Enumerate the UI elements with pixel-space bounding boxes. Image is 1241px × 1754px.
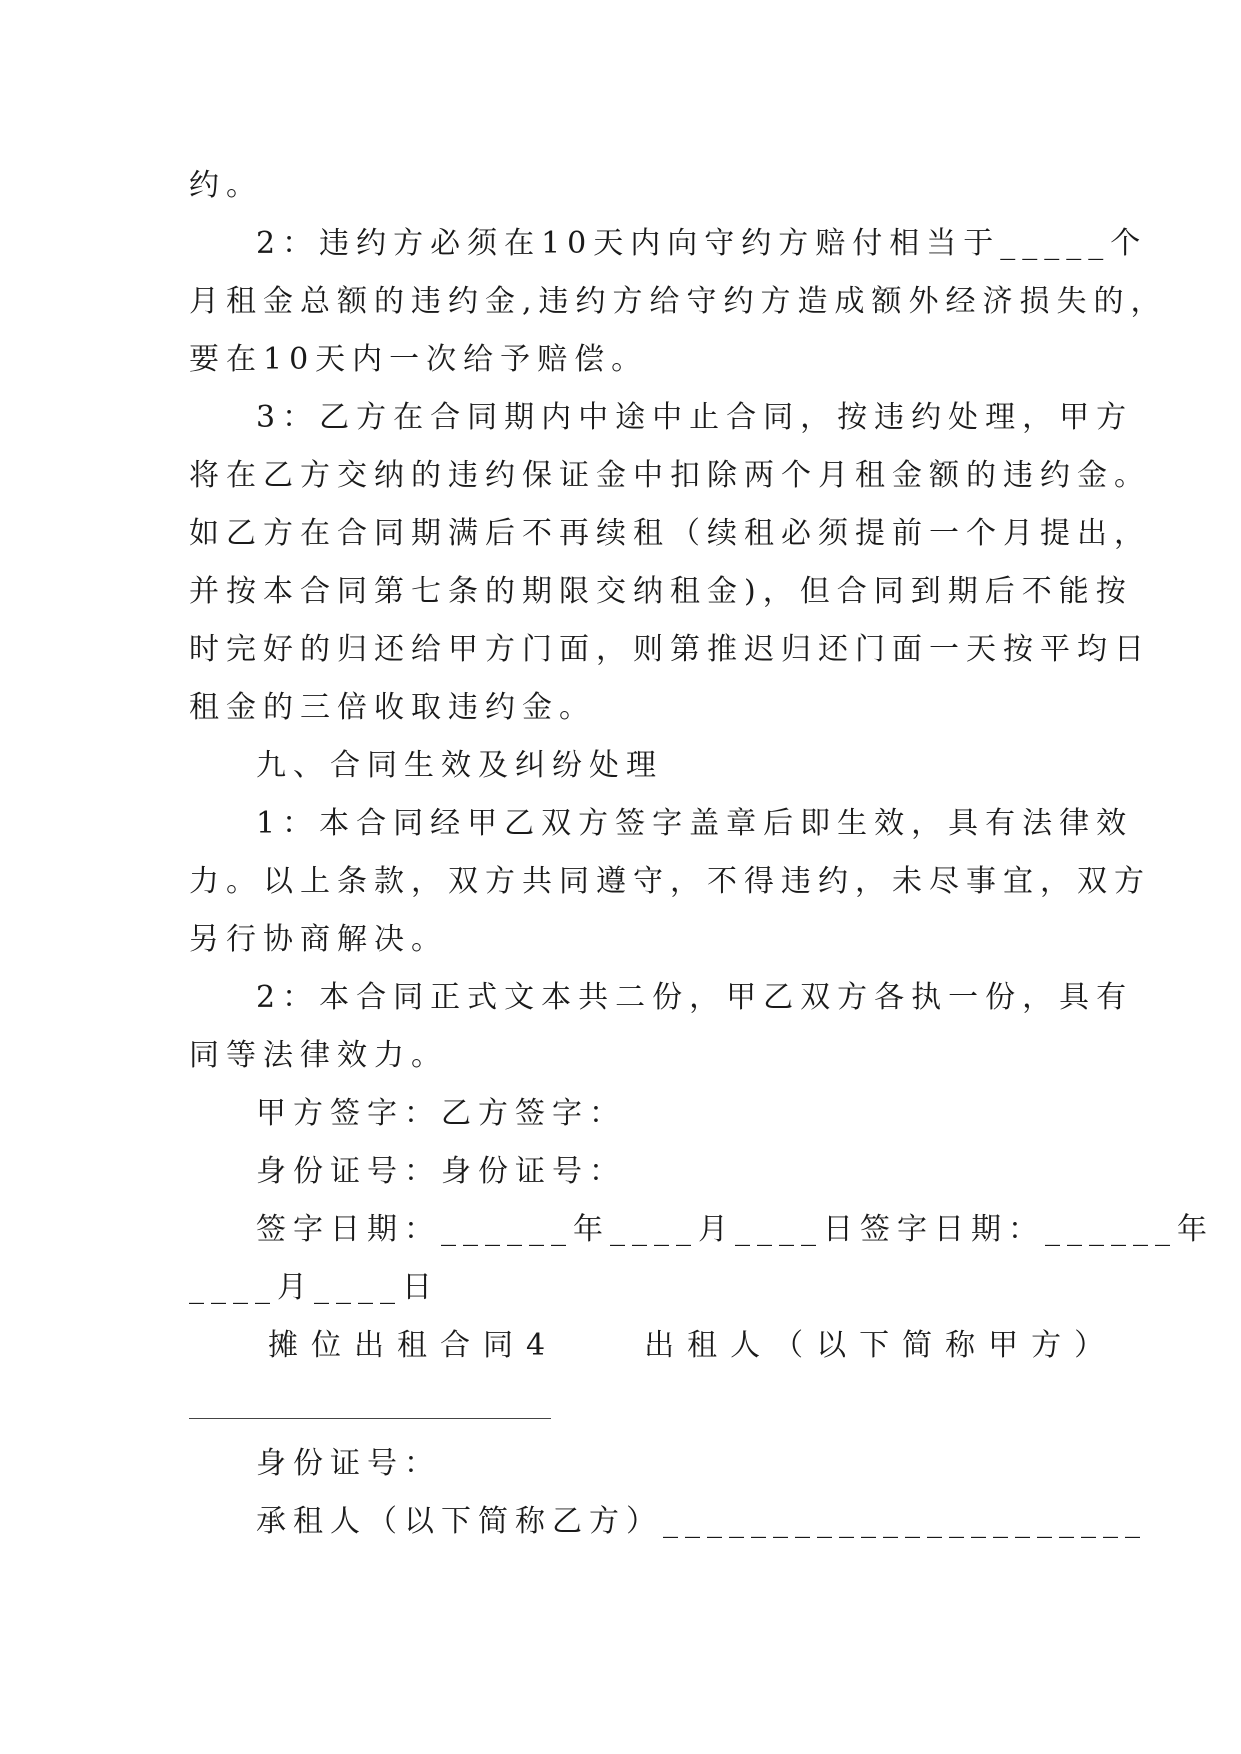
text-line: 同等法律效力。 — [189, 1038, 448, 1073]
sign-date-line: 签字日期：______年____月____日签字日期：______年 — [256, 1212, 1214, 1247]
signature-line: 甲方签字：乙方签字： — [256, 1096, 626, 1131]
text-line: 时完好的归还给甲方门面，则第推迟归还门面一天按平均日 — [189, 632, 1151, 667]
section-heading: 九、合同生效及纠纷处理 — [256, 748, 663, 783]
lessee-line: 承租人（以下简称乙方）______________________ — [256, 1504, 1147, 1539]
text-line: 将在乙方交纳的违约保证金中扣除两个月租金额的违约金。 — [189, 458, 1151, 493]
text-line: 另行协商解决。 — [189, 922, 448, 957]
text-line: 1：本合同经甲乙双方签字盖章后即生效，具有法律效 — [256, 806, 1134, 841]
sign-date-line: ____月____日 — [189, 1270, 439, 1305]
text-line: 月租金总额的违约金,违约方给守约方造成额外经济损失的， — [189, 284, 1168, 319]
id-number-line: 身份证号：身份证号： — [256, 1154, 626, 1189]
text-line: 租金的三倍收取违约金。 — [189, 690, 596, 725]
text-line: 3：乙方在合同期内中途中止合同，按违约处理，甲方 — [256, 400, 1134, 435]
text-line: 2：违约方必须在10天内向守约方赔付相当于_____个 — [256, 226, 1148, 261]
text-line: 2：本合同正式文本共二份，甲乙双方各执一份，具有 — [256, 980, 1134, 1015]
text-line: 并按本合同第七条的期限交纳租金)，但合同到期后不能按 — [189, 574, 1133, 609]
text-line: 约。 — [189, 168, 263, 203]
text-line: 如乙方在合同期满后不再续租（续租必须提前一个月提出， — [189, 516, 1151, 551]
text-line: 力。以上条款，双方共同遵守，不得违约，未尽事宜，双方 — [189, 864, 1151, 899]
blank-underline — [189, 1418, 551, 1419]
id-number-line: 身份证号： — [256, 1446, 441, 1481]
contract-title-line: 摊位出租合同4 出租人（以下简称甲方） — [268, 1328, 1118, 1363]
text-line: 要在10天内一次给予赔偿。 — [189, 342, 649, 377]
